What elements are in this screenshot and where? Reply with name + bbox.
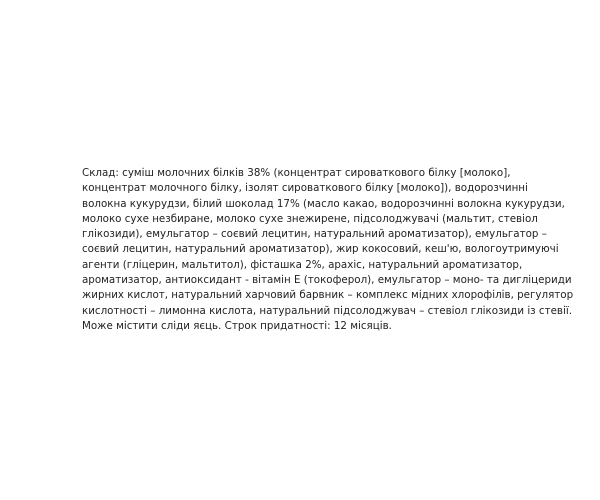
ingredients-line: Склад: суміш молочних білків 38% (концентрат сироваткового білку [молоко], [82, 167, 511, 179]
ingredients-line: концентрат молочного білку, ізолят сироваткового білку [молоко]), водорозчинні [82, 182, 528, 195]
ingredients-line: глікозиди), емульгатор – соєвий лецитин, натуральний ароматизатор), емульгатор – [82, 228, 547, 241]
ingredients-line: соєвий лецитин, натуральний ароматизатор), жир кокосовий, кеш'ю, вологоутримуючі [82, 243, 559, 256]
ingredients-line: кислотності – лимонна кислота, натуральний підсолоджувач – стевіол глікозиди із стевії. [82, 304, 572, 317]
ingredients-line: жирних кислот, натуральний харчовий барвник – комплекс мідних хлорофілів, регулятор [82, 289, 574, 302]
ingredients-line: ароматизатор, антиоксидант - вітамін Е (токоферол), емульгатор – моно- та дигліцериди [82, 274, 572, 287]
ingredients-line: волокна кукурудзи, білий шоколад 17% (масло какао, водорозчинні волокна кукурудзи, [82, 197, 565, 210]
ingredients-text [82, 166, 592, 334]
ingredients-line: молоко сухе незбиране, молоко сухе знежирене, підсолоджувачі (мальтит, стевіол [82, 212, 538, 225]
allergen-shelf-life-line: Може містити сліди яєць. Строк придатності: 12 місяців. [82, 319, 392, 332]
ingredients-line: агенти (гліцерин, мальтитол), фісташка 2%, арахіс, натуральний ароматизатор, [82, 258, 523, 271]
